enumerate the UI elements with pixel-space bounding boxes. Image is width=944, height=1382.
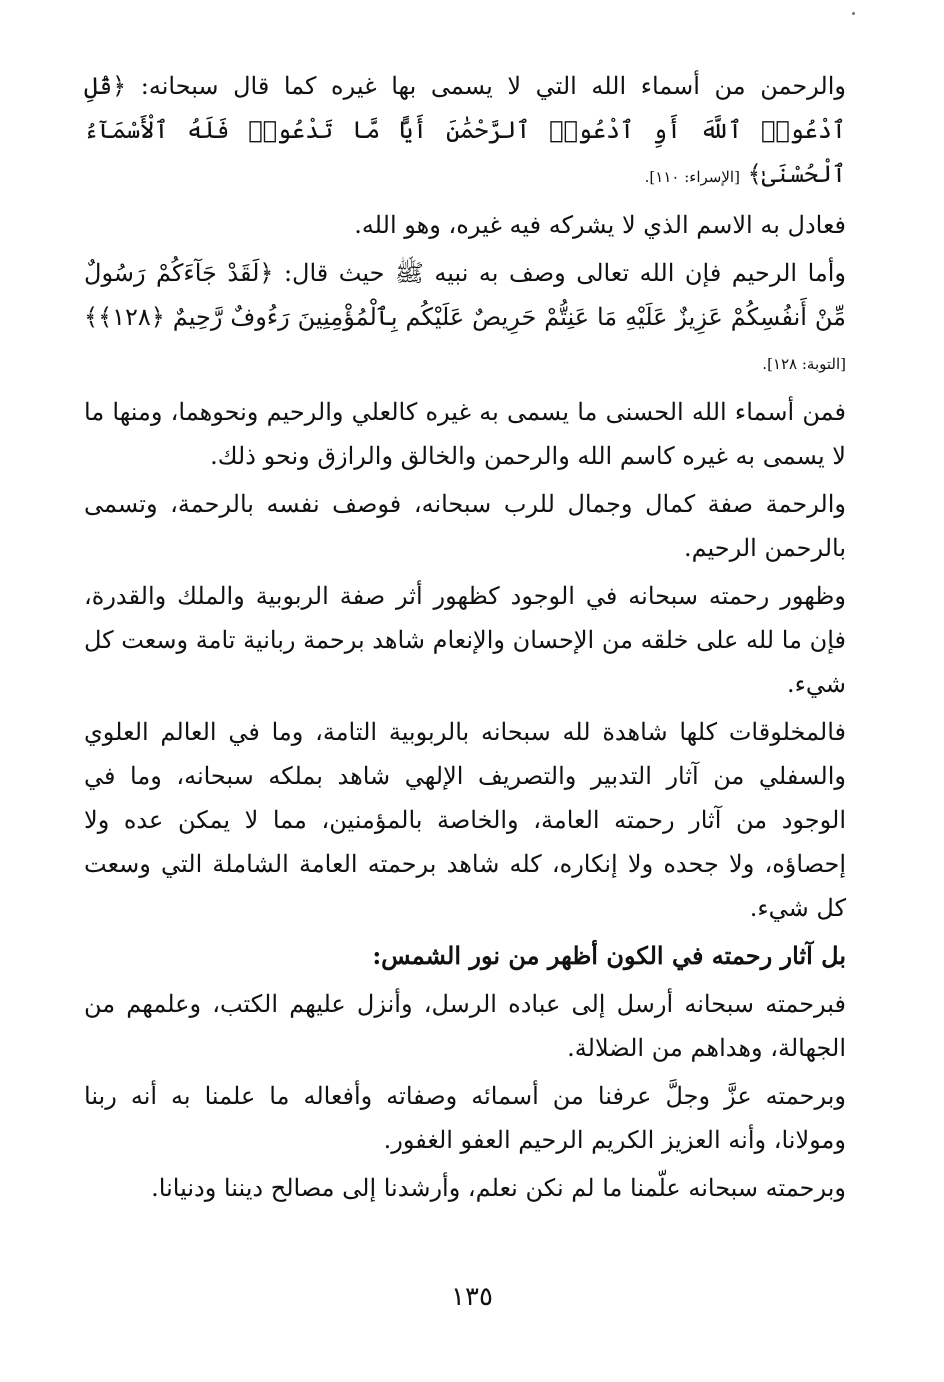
paragraph-rahim bbox=[84, 251, 846, 386]
paragraph-rahman-name bbox=[84, 64, 846, 199]
paragraph-intro: وأما الرحيم فإن الله تعالى وصف به نبيه ﷺ حيث قال: bbox=[283, 259, 846, 287]
paragraph-equal: فعادل به الاسم الذي لا يشركه فيه غيره، وهو الله. bbox=[354, 211, 846, 239]
verse-reference: [الإسراء: ١١٠]. bbox=[644, 168, 740, 186]
section-heading: بل آثار رحمته في الكون أظهر من نور الشمس: bbox=[372, 941, 846, 970]
paragraph-knowledge: وبرحمته سبحانه علّمنا ما لم نكن نعلم، وأرشدنا إلى مصالح ديننا ودنيانا. bbox=[151, 1174, 846, 1202]
quran-verse: ﴿لَقَدْ جَآءَكُمْ رَسُولٌ مِّنْ أَنفُسِكُمْ عَزِيزٌ عَلَيْهِ مَا عَنِتُّمْ حَرِيصٌ عَلَيْكُم بِٱلْمُؤْمِنِينَ رَءُوفٌ رَّحِيمٌ ﴿١٢٨﴾﴾ bbox=[84, 259, 846, 331]
paragraph-mercy-appearance: وظهور رحمته سبحانه في الوجود كظهور أثر صفة الربوبية والملك والقدرة، فإن ما لله على خلقه من الإحسان والإنعام شاهد برحمة ربانية تامة وسعت كل شيء. bbox=[84, 582, 846, 698]
paragraph-intro: والرحمن من أسماء الله التي لا يسمى بها غيره كما قال سبحانه: bbox=[140, 72, 846, 100]
quran-verse: ﴿قُلِ ٱدْعُوا۟ ٱللَّهَ أَوِ ٱدْعُوا۟ ٱلرَّحْمَٰنَ أَيًّا مَّا تَدْعُوا۟ فَلَهُ ٱلْأَسْمَآءُ ٱلْحُسْنَىٰ﴾ bbox=[84, 72, 846, 188]
page-number: ١٣٥ bbox=[451, 1282, 493, 1312]
paragraph-creatures: فالمخلوقات كلها شاهدة لله سبحانه بالربوبية التامة، وما في العالم العلوي والسفلي من آثار التدبير والتصريف الإلهي شاهد بملكه سبحانه، وما في الوجود من آثار رحمته العامة، والخاصة بالمؤمنين، مما لا يمكن عده ولا إحصاؤه، ولا جحده ولا إنكاره، كله شاهد برحمته العامة الشاملة التي وسعت كل شيء. bbox=[84, 718, 846, 922]
verse-reference: [التوبة: ١٢٨]. bbox=[762, 355, 846, 373]
paragraph-mercy-attribute: والرحمة صفة كمال وجمال للرب سبحانه، فوصف نفسه بالرحمة، وتسمى بالرحمن الرحيم. bbox=[84, 490, 846, 562]
paragraph-names: فمن أسماء الله الحسنى ما يسمى به غيره كالعلي والرحيم ونحوهما، ومنها ما لا يسمى به غيره كاسم الله والرحمن والخالق والرازق ونحو ذلك. bbox=[84, 398, 846, 470]
paragraph-messengers: فبرحمته سبحانه أرسل إلى عباده الرسل، وأنزل عليهم الكتب، وعلمهم من الجهالة، وهداهم من الضلالة. bbox=[84, 990, 846, 1062]
paragraph-names-attributes: وبرحمته عزَّ وجلَّ عرفنا من أسمائه وصفاته وأفعاله ما علمنا به أنه ربنا ومولانا، وأنه العزيز الكريم الرحيم العفو الغفور. bbox=[84, 1082, 846, 1154]
